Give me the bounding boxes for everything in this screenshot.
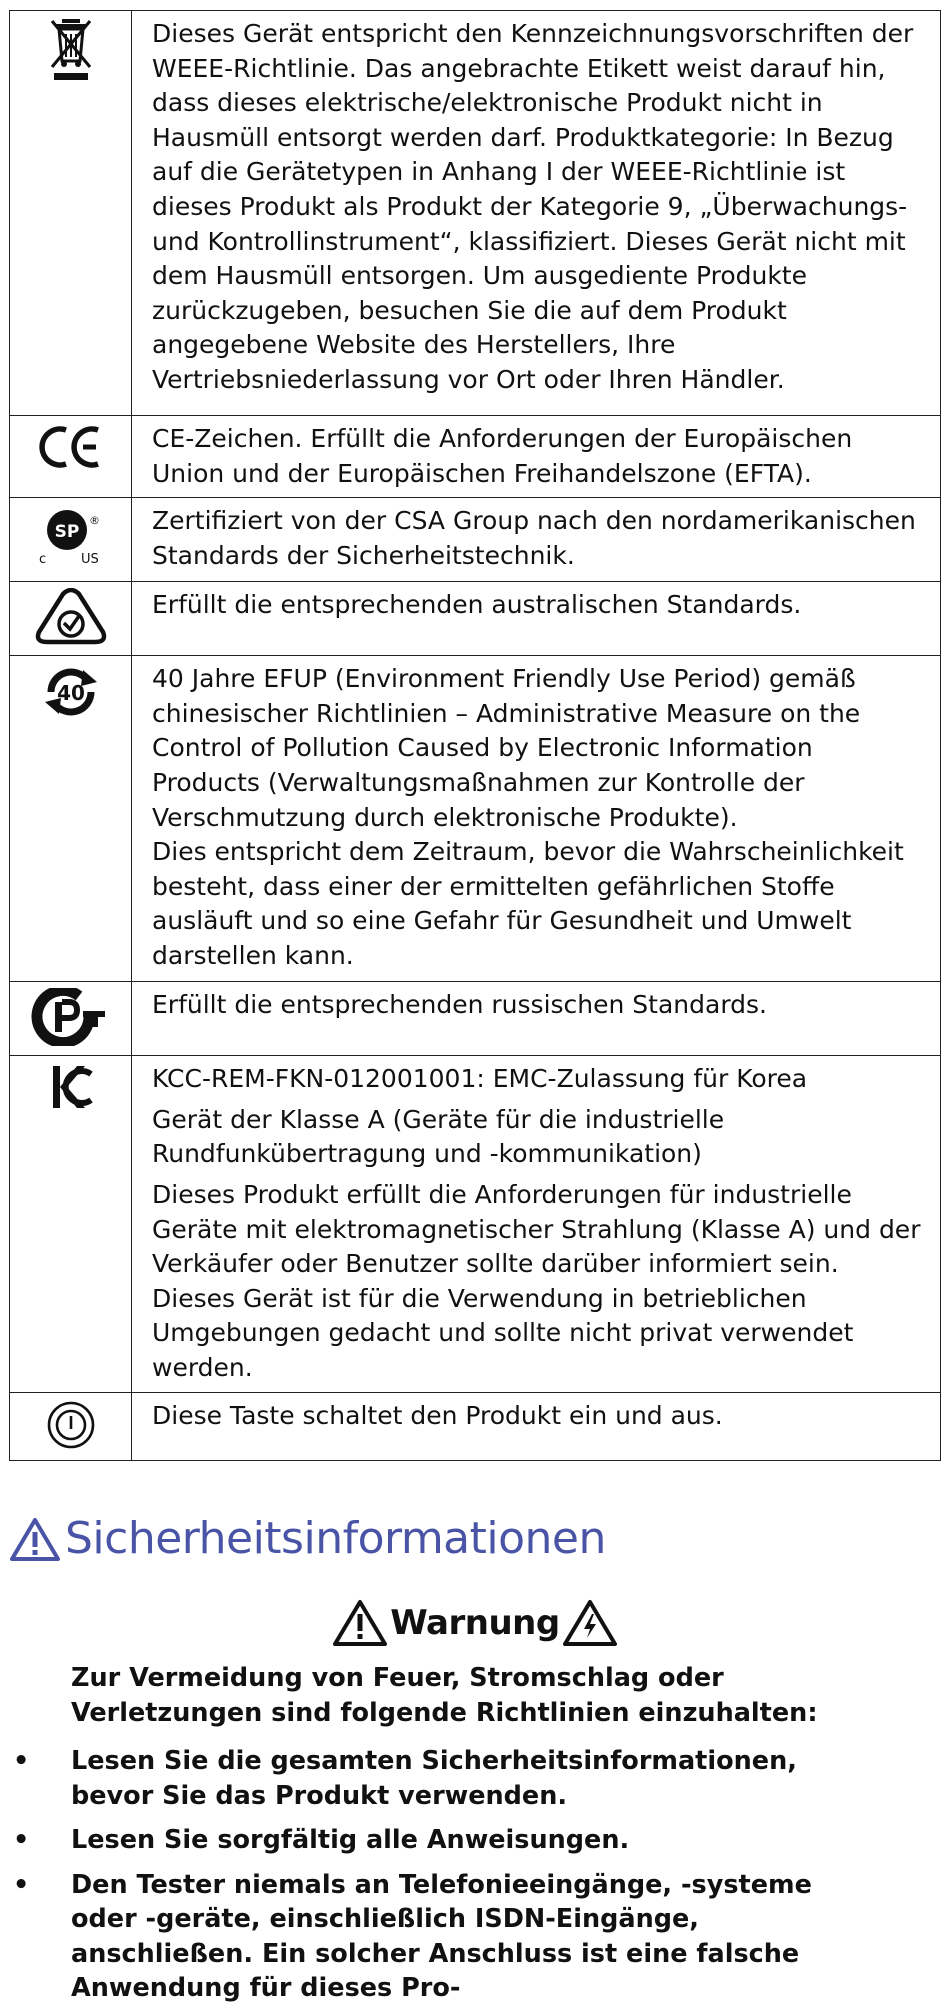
symbol-row-power [10,1393,941,1461]
symbol-text: Dieses Produkt erfüllt die Anforderungen für industrielle Geräte mit elektromagnetischer Strahlung (Klasse A) und der Verkäufer oder Benutzer sollte darüber informiert sein. Dieses Gerät ist für die Verwendung in betrieblichen Umgebungen gedacht und sollte nicht privat verwendet werden. [152,1179,921,1382]
symbol-text: Gerät der Klasse A (Geräte für die industrielle Rundfunkübertragung und -kommunikation) [152,1104,725,1169]
symbol-row-rcm [10,582,941,656]
rule-text: Lesen Sie die gesamten Sicherheitsinformationen, bevor Sie das Produkt verwenden. [71,1746,797,1811]
symbol-row-kc [10,1056,941,1393]
bullet: • [13,1825,30,1856]
svg-text:c: c [38,552,46,567]
symbol-icon-cell [10,416,132,498]
svg-text:US: US [80,552,99,567]
svg-text:®: ® [88,514,100,528]
section-title: Sicherheitsinformationen [65,1513,606,1565]
list-item [9,1868,871,2006]
bullet: • [13,1869,30,1900]
symbol-icon-cell [10,982,132,1056]
symbol-row-ce [10,416,941,498]
warning-triangle-icon [332,1598,388,1648]
symbol-description [132,656,941,982]
list-item [9,1823,871,1858]
svg-text:SP: SP [54,522,79,543]
symbol-row-gost [10,982,941,1056]
symbol-icon-cell [10,1393,132,1461]
symbol-text: Erfüllt die entsprechenden russischen Standards. [152,990,768,1020]
symbol-text: Diese Taste schaltet den Produkt ein und aus. [152,1401,723,1431]
kc-mark-icon [49,1062,93,1114]
symbol-description [132,1393,941,1461]
warning-title: Warnung [390,1603,560,1644]
symbol-icon-cell [10,11,132,416]
svg-text:40: 40 [56,681,85,706]
list-item [9,1744,871,1813]
warning-triangle-icon [9,1516,61,1562]
gost-mark-icon [31,988,111,1046]
symbol-text: Dieses Gerät entspricht den Kennzeichnungsvorschriften der WEEE-Richtlinie. Das angebrachte Etikett weist darauf hin, dass dieses elektrische/elektronische Produkt nicht in Hausmüll entsorgt werden darf. Produktkategorie: In Bezug auf die Gerätetypen in Anhang I der WEEE-Richtlinie ist dieses Produkt als Produkt der Kategorie 9, „Überwachungs- und Kontrollinstrument“, klassifiziert. Dieses Gerät nicht mit dem Hausmüll entsorgen. Um ausgediente Produkte zurückzugeben, besuchen Sie die auf dem Produkt angegebene Website des Herstellers, Ihre Vertriebsniederlassung vor Ort oder Ihren Händler. [152,19,914,394]
symbol-text: CE-Zeichen. Erfüllt die Anforderungen der Europäischen Union und der Europäischen Freihandelszone (EFTA). [152,424,853,488]
symbol-icon-cell [10,498,132,582]
efup-40-icon [37,662,105,722]
ce-mark-icon [38,422,104,472]
symbol-description [132,11,941,416]
symbol-icon-cell [10,582,132,656]
bullet: • [13,1746,30,1777]
power-button-icon [45,1399,97,1451]
symbol-text: Dies entspricht dem Zeitraum, bevor die Wahrscheinlichkeit besteht, dass einer der ermittelten gefährlichen Stoffe ausläuft und so eine Gefahr für Gesundheit und Umwelt darstellen kann. [152,837,904,970]
symbol-text: KCC-REM-FKN-012001001: EMC-Zulassung für Korea [152,1064,808,1094]
rule-text: Lesen Sie sorgfältig alle Anweisungen. [71,1825,630,1856]
rcm-mark-icon [33,588,109,646]
symbol-table [9,10,941,1461]
safety-rules-list [9,1744,941,2006]
symbol-description [132,416,941,498]
symbol-text: 40 Jahre EFUP (Environment Friendly Use Period) gemäß chinesischer Richtlinien – Administrative Measure on the Control of Pollution Caused by Electronic Information Products (Verwaltungsmaßnahmen zur Kontrolle der Verschmutzung durch elektronische Produkte). [152,664,861,832]
symbol-description [132,582,941,656]
warning-intro: Zur Vermeidung von Feuer, Stromschlag oder Verletzungen sind folgende Richtlinien einzuhalten: [71,1663,818,1728]
symbol-text: Erfüllt die entsprechenden australischen Standards. [152,590,802,620]
symbol-description [132,1056,941,1393]
symbol-text: Zertifiziert von der CSA Group nach den nordamerikanischen Standards der Sicherheitstechnik. [152,506,916,570]
symbol-icon-cell [10,656,132,982]
symbol-row-weee [10,11,941,416]
symbol-icon-cell [10,1056,132,1393]
electric-hazard-icon [562,1598,618,1648]
symbol-row-efup [10,656,941,982]
csa-mark-icon [31,504,111,566]
warning-heading [9,1597,941,1649]
section-heading [9,1511,941,1567]
rule-text: Den Tester niemals an Telefonieeingänge, -systeme oder -geräte, einschließlich ISDN-Eingänge, anschließen. Ein solcher Anschluss ist eine falsche Anwendung für dieses Pro- [71,1869,812,2004]
symbol-description [132,982,941,1056]
symbol-row-csa [10,498,941,582]
weee-bin-icon [48,17,94,83]
symbol-description [132,498,941,582]
